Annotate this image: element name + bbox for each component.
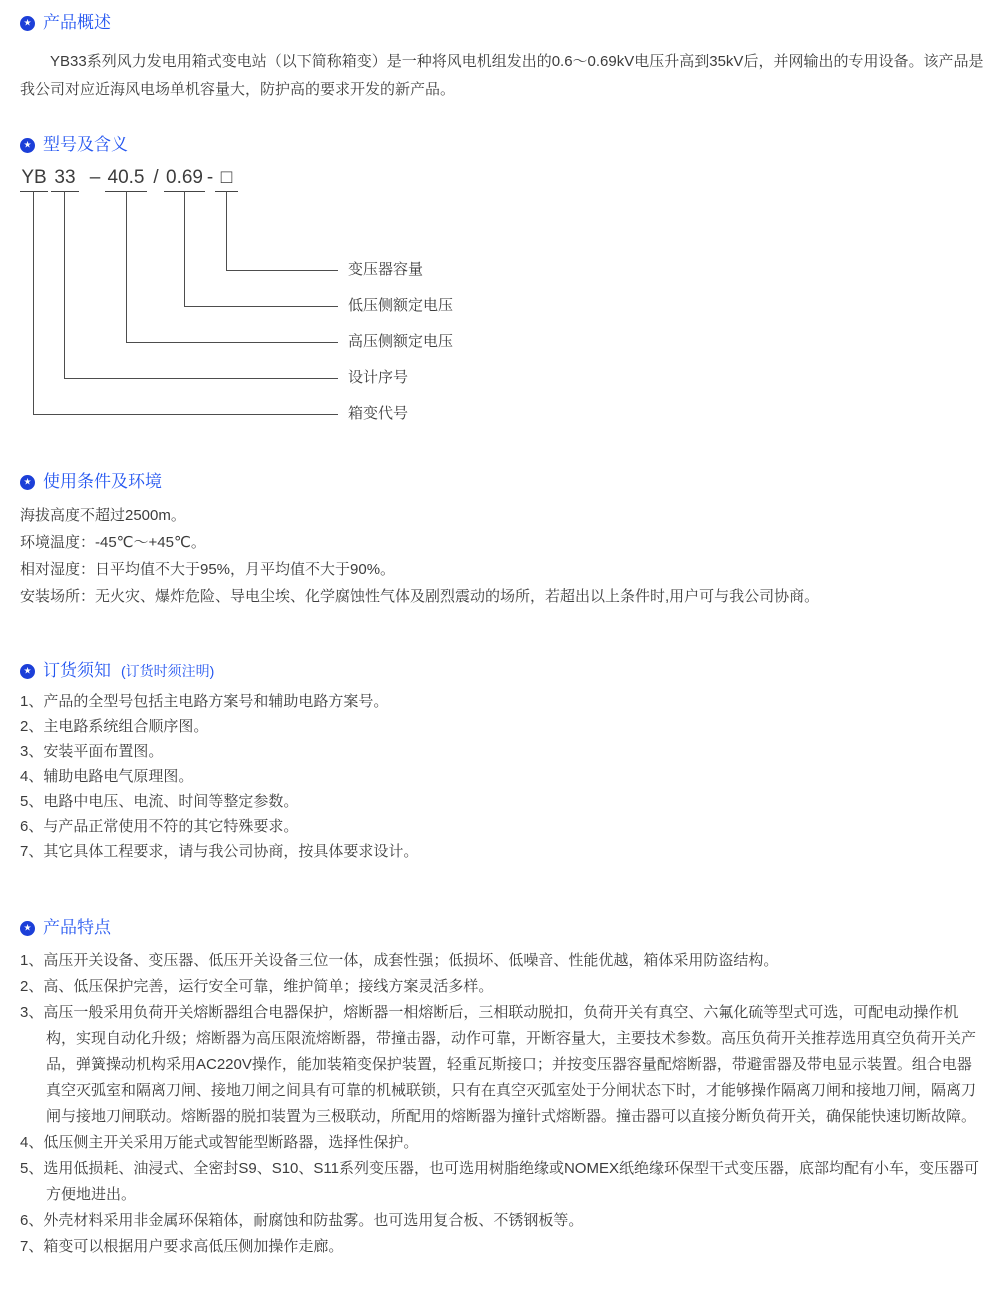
star-icon: ★ — [23, 139, 32, 149]
overview-paragraph: YB33系列风力发电用箱式变电站（以下简称箱变）是一种将风电机组发出的0.6～0.69kV电压升高到35kV后，并网输出的专用设备。该产品是我公司对应近海风电场单机容量大，防护高的要求开发的新产品。 — [20, 53, 984, 98]
feature-item: 6、外壳材料采用非金属环保箱体，耐腐蚀和防盐雾。也可选用复合板、不锈钢板等。 — [20, 1212, 584, 1229]
diagram-label-design-serial: 设计序号 — [348, 369, 409, 386]
code-separator-dash: – — [89, 167, 101, 188]
diagram-line — [64, 191, 65, 378]
star-icon: ★ — [23, 17, 32, 27]
overview-title: 产品概述 — [43, 13, 111, 32]
model-title: 型号及含义 — [43, 135, 128, 154]
ordering-item: 5、电路中电压、电流、时间等整定参数。 — [20, 793, 299, 810]
section-star-icon — [20, 664, 35, 679]
code-segment-33: 33 — [51, 166, 79, 192]
section-star-icon — [20, 138, 35, 153]
ordering-item: 4、辅助电路电气原理图。 — [20, 768, 194, 785]
feature-item: 1、高压开关设备、变压器、低压开关设备三位一体，成套性强；低损坏、低噪音、性能优越，箱体采用防盗结构。 — [20, 952, 779, 969]
ordering-item: 7、其它具体工程要求，请与我公司协商，按具体要求设计。 — [20, 843, 419, 860]
diagram-line — [126, 191, 127, 342]
code-separator-slash: / — [153, 167, 159, 188]
ordering-item: 2、主电路系统组合顺序图。 — [20, 718, 209, 735]
feature-item: 5、选用低损耗、油浸式、全密封S9、S10、S11系列变压器，也可选用树脂绝缘或NOMEX纸绝缘环保型干式变压器，底部均配有小车，变压器可方便地进出。 — [20, 1160, 979, 1203]
code-segment-yb: YB — [20, 166, 48, 192]
feature-item: 4、低压侧主开关采用万能式或智能型断路器，选择性保护。 — [20, 1134, 419, 1151]
conditions-title: 使用条件及环境 — [43, 472, 162, 491]
code-segment-405: 40.5 — [105, 166, 147, 192]
conditions-list — [20, 502, 985, 610]
diagram-label-transformer-capacity: 变压器容量 — [348, 261, 424, 278]
ordering-list — [20, 689, 985, 864]
features-list — [20, 948, 985, 1260]
section-title-overview — [20, 12, 1000, 34]
ordering-item: 1、产品的全型号包括主电路方案号和辅助电路方案号。 — [20, 693, 389, 710]
diagram-line — [64, 378, 338, 379]
diagram-line — [33, 414, 338, 415]
section-title-features — [20, 917, 1000, 939]
diagram-line — [184, 191, 185, 306]
code-segment-box: □ — [215, 166, 238, 192]
diagram-line — [33, 191, 34, 414]
ordering-title: 订货须知 — [43, 661, 111, 680]
diagram-line — [226, 270, 338, 271]
feature-item: 7、箱变可以根据用户要求高低压侧加操作走廊。 — [20, 1238, 344, 1255]
star-icon: ★ — [23, 922, 32, 932]
section-title-model — [20, 134, 1000, 156]
diagram-line — [226, 191, 227, 270]
condition-location: 安装场所：无火灾、爆炸危险、导电尘埃、化学腐蚀性气体及剧烈震动的场所，若超出以上条件时,用户可与我公司协商。 — [20, 588, 820, 605]
code-separator-hyphen: - — [206, 167, 214, 188]
diagram-line — [126, 342, 338, 343]
section-star-icon — [20, 475, 35, 490]
diagram-line — [184, 306, 338, 307]
ordering-item: 6、与产品正常使用不符的其它特殊要求。 — [20, 818, 299, 835]
features-title: 产品特点 — [43, 918, 111, 937]
condition-altitude: 海拔高度不超过2500m。 — [20, 507, 186, 524]
star-icon: ★ — [23, 476, 32, 486]
condition-temperature: 环境温度：-45℃～+45℃。 — [20, 534, 206, 551]
model-code-diagram — [0, 164, 1000, 444]
feature-item: 3、高压一般采用负荷开关熔断器组合电器保护，熔断器一相熔断后，三相联动脱扣，负荷开关有真空、六氟化硫等型式可选，可配电动操作机构，实现自动化升级；熔断器为高压限流熔断器，带撞击器，动作可靠，开断容量大，主要技术参数。高压负荷开关推荐选用真空负荷开关产品，弹簧操动机构采用AC220V操作，能加装箱变保护装置，轻重瓦斯接口；并按变压器容量配熔断器，带避雷器及带电显示装置。组合电器真空灭弧室和隔离刀闸、接地刀闸之间具有可靠的机械联锁，只有在真空灭弧室处于分闸状态下时，才能够操作隔离刀闸和接地刀闸，隔离刀闸与接地刀闸联动。熔断器的脱扣装置为三极联动，所配用的熔断器为撞针式熔断器。撞击器可以直接分断负荷开关，确保能快速切断故障。 — [20, 1004, 977, 1125]
diagram-label-lv-rated-voltage: 低压侧额定电压 — [348, 297, 454, 314]
section-star-icon — [20, 16, 35, 31]
section-star-icon — [20, 921, 35, 936]
diagram-label-box-code: 箱变代号 — [348, 405, 409, 422]
condition-humidity: 相对湿度：日平均值不大于95%，月平均值不大于90%。 — [20, 561, 396, 578]
feature-item: 2、高、低压保护完善，运行安全可靠，维护简单；接线方案灵活多样。 — [20, 978, 494, 995]
section-title-conditions — [20, 471, 1000, 493]
diagram-label-hv-rated-voltage: 高压侧额定电压 — [348, 333, 454, 350]
code-segment-069: 0.69 — [164, 166, 205, 192]
star-icon: ★ — [23, 665, 32, 675]
ordering-subtitle: (订货时须注明) — [121, 663, 215, 679]
section-title-ordering — [20, 660, 1000, 682]
ordering-item: 3、安装平面布置图。 — [20, 743, 164, 760]
